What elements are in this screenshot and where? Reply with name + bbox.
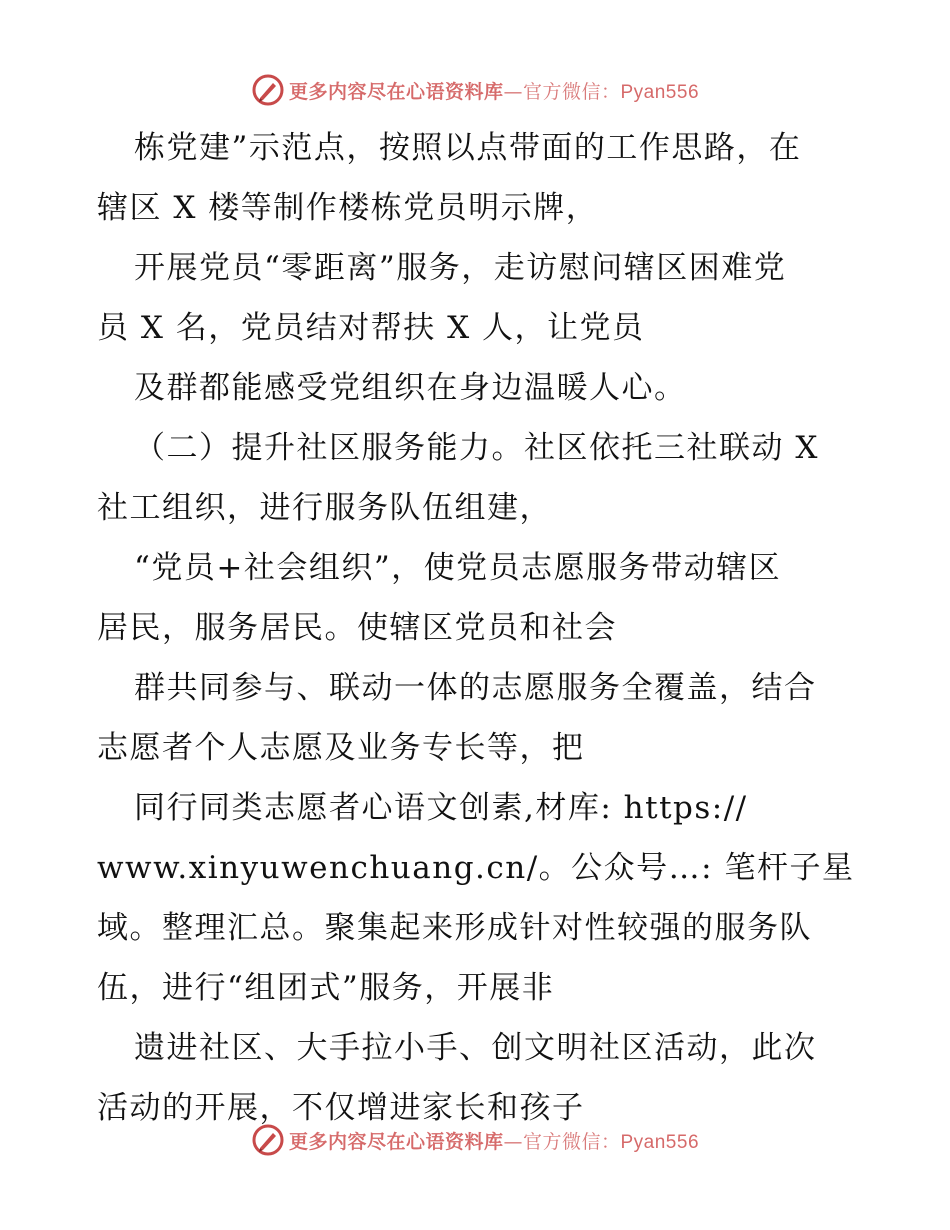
text-line: 辖区 X 楼等制作楼栋党员明示牌， <box>97 190 599 226</box>
header-watermark <box>0 70 950 110</box>
watermark-id: Pyan556 <box>620 1131 700 1153</box>
watermark-main: 更多内容尽在心语资料库 <box>288 80 504 103</box>
text-line: 员 X 名，党员结对帮扶 X 人，让党员 <box>97 310 645 346</box>
text-line: 活动的开展，不仅增进家长和孩子 <box>97 1090 585 1126</box>
text-line: 居民，服务居民。使辖区党员和社会 <box>97 610 617 646</box>
text-line: 社工组织，进行服务队伍组建， <box>97 490 552 526</box>
text-line: 伍，进行“组团式”服务，开展非 <box>97 970 555 1006</box>
text-line: 栋党建”示范点，按照以点带面的工作思路，在 <box>134 130 802 166</box>
text-line: “党员+社会组织”，使党员志愿服务带动辖区 <box>134 550 782 586</box>
text-line: 志愿者个人志愿及业务专长等，把 <box>97 730 585 766</box>
footer-watermark <box>0 1120 950 1160</box>
text-line: 开展党员“零距离”服务，走访慰问辖区困难党 <box>134 250 787 286</box>
pen-logo-icon <box>251 73 285 107</box>
watermark-main: 更多内容尽在心语资料库 <box>288 1130 504 1153</box>
watermark-sub: —官方微信： <box>503 80 621 103</box>
watermark-text <box>289 77 699 104</box>
pen-logo-icon <box>251 1123 285 1157</box>
watermark-text <box>289 1127 699 1154</box>
text-line: 及群都能感受党组织在身边温暖人心。 <box>134 370 687 406</box>
watermark-sub: —官方微信： <box>503 1130 621 1153</box>
body-text <box>97 118 857 1138</box>
text-line: 遗进社区、大手拉小手、创文明社区活动，此次 <box>134 1030 817 1066</box>
text-line: 同行同类志愿者心语文创素,材库: https:// <box>134 790 748 826</box>
text-line: www.xinyuwenchuang.cn/。公众号…: 笔杆子星 <box>97 850 855 886</box>
watermark-id: Pyan556 <box>620 81 700 103</box>
text-line: 群共同参与、联动一体的志愿服务全覆盖，结合 <box>134 670 817 706</box>
text-line: 域。整理汇总。聚集起来形成针对性较强的服务队 <box>97 910 812 946</box>
text-line: （二）提升社区服务能力。社区依托三社联动 X <box>134 430 819 466</box>
